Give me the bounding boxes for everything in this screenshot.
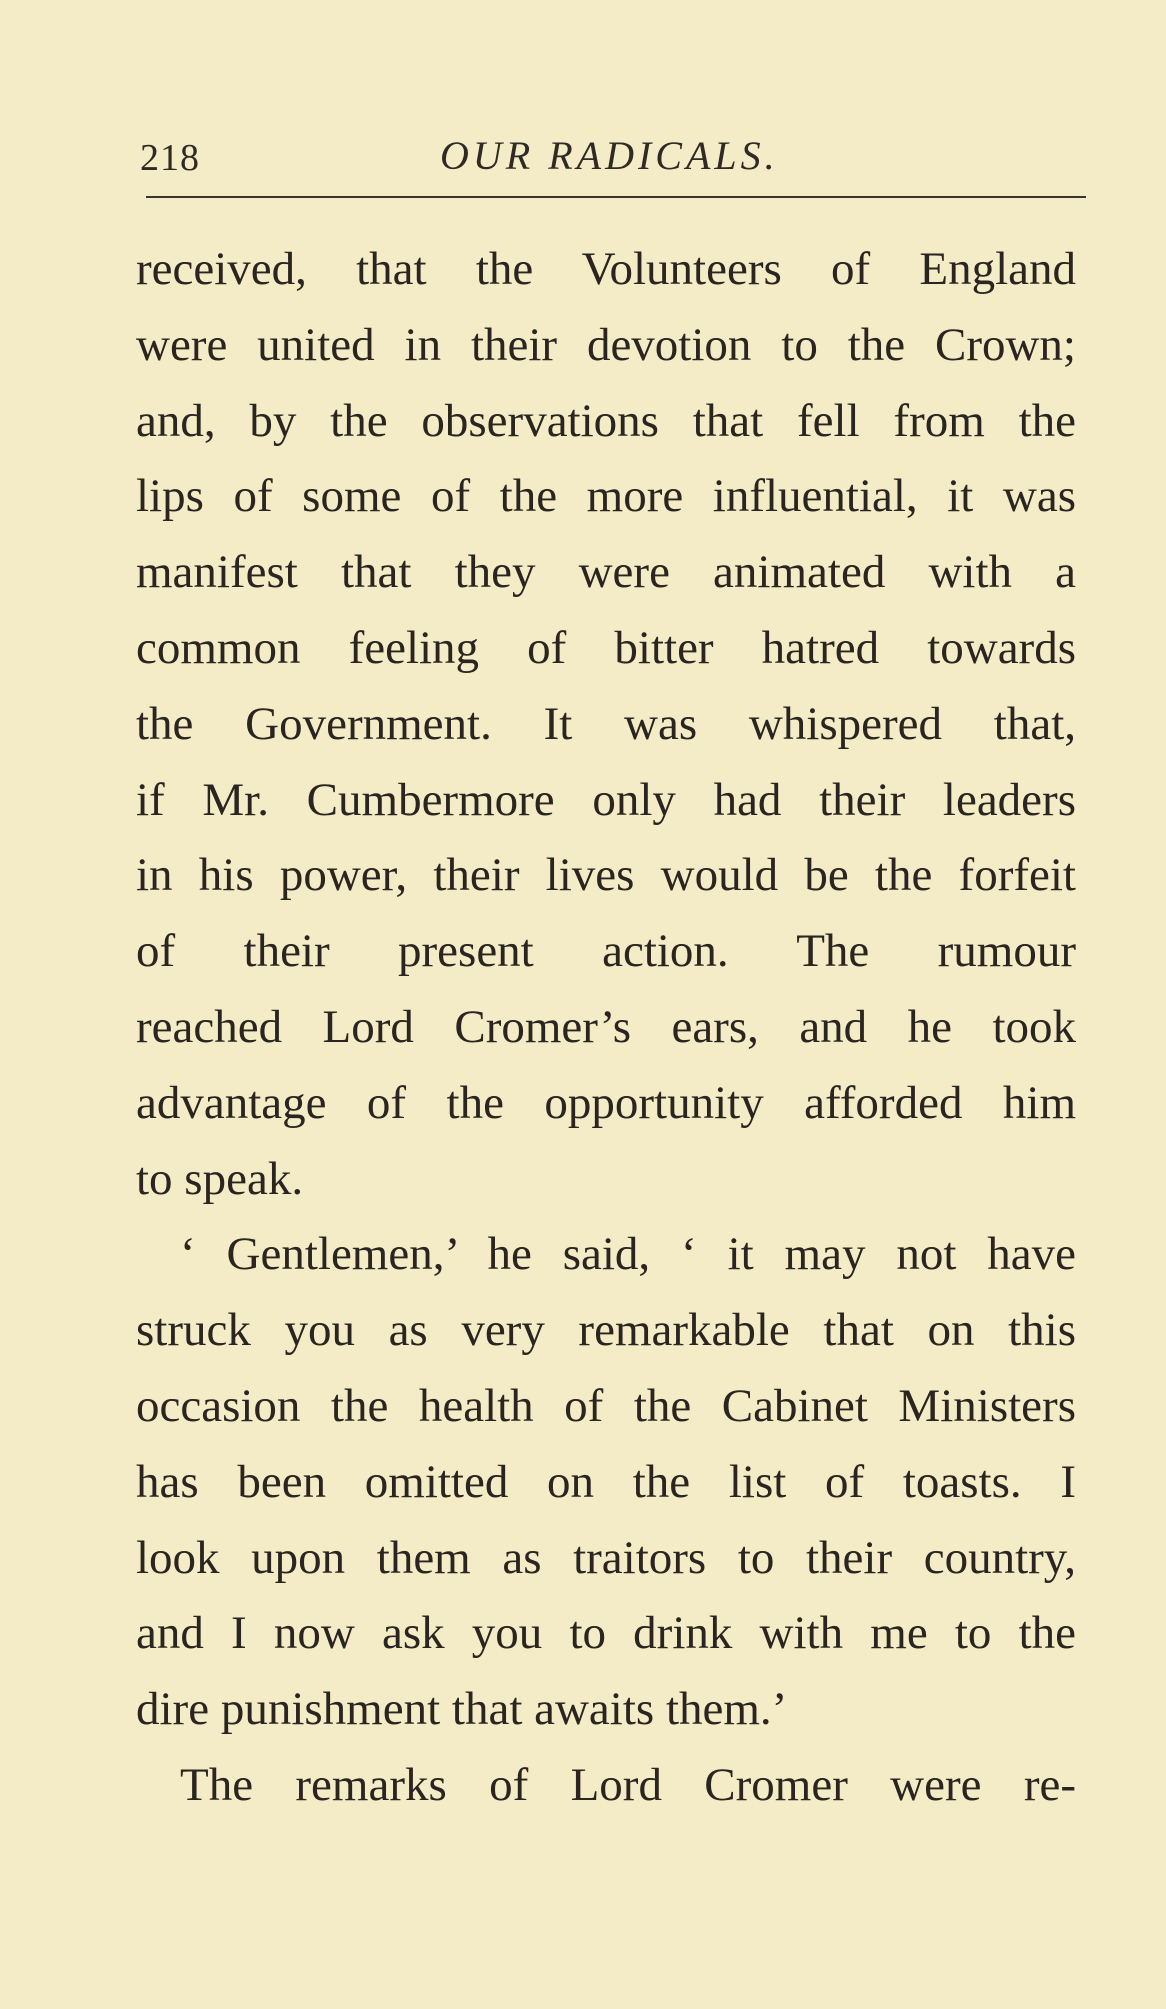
text-line: manifest that they were animated with a — [136, 546, 1076, 599]
text-line: and, by the observations that fell from the — [136, 394, 1076, 447]
text-line: if Mr. Cumbermore only had their leaders — [136, 773, 1076, 826]
running-title: OUR RADICALS. — [440, 133, 779, 178]
text-line: look upon them as traitors to their country, — [136, 1531, 1076, 1584]
text-line: and I now ask you to drink with me to the — [136, 1607, 1076, 1660]
text-line: to speak. — [136, 1152, 304, 1205]
text-line: lips of some of the more influential, it was — [136, 470, 1076, 523]
text-line: in his power, their lives would be the forfeit — [136, 849, 1076, 902]
header-rule — [146, 196, 1086, 198]
text-line: the Government. It was whispered that, — [136, 697, 1076, 750]
text-line: advantage of the opportunity afforded him — [136, 1076, 1076, 1129]
text-line: of their present action. The rumour — [136, 925, 1076, 978]
text-line: dire punishment that awaits them.’ — [136, 1683, 788, 1736]
body-text — [136, 232, 1076, 1824]
text-line: occasion the health of the Cabinet Ministers — [136, 1379, 1076, 1432]
text-line: struck you as very remarkable that on this — [136, 1304, 1076, 1357]
text-line: common feeling of bitter hatred towards — [136, 621, 1076, 674]
text-line: The remarks of Lord Cromer were re- — [180, 1758, 1076, 1811]
text-line: were united in their devotion to the Crown; — [136, 318, 1076, 371]
text-line: reached Lord Cromer’s ears, and he took — [136, 1000, 1076, 1053]
text-line: has been omitted on the list of toasts. I — [136, 1455, 1076, 1508]
page-number: 218 — [140, 137, 200, 179]
text-line: received, that the Volunteers of England — [136, 243, 1076, 295]
page-header — [140, 128, 1090, 188]
text-line: ‘ Gentlemen,’ he said, ‘ it may not have — [180, 1228, 1076, 1281]
